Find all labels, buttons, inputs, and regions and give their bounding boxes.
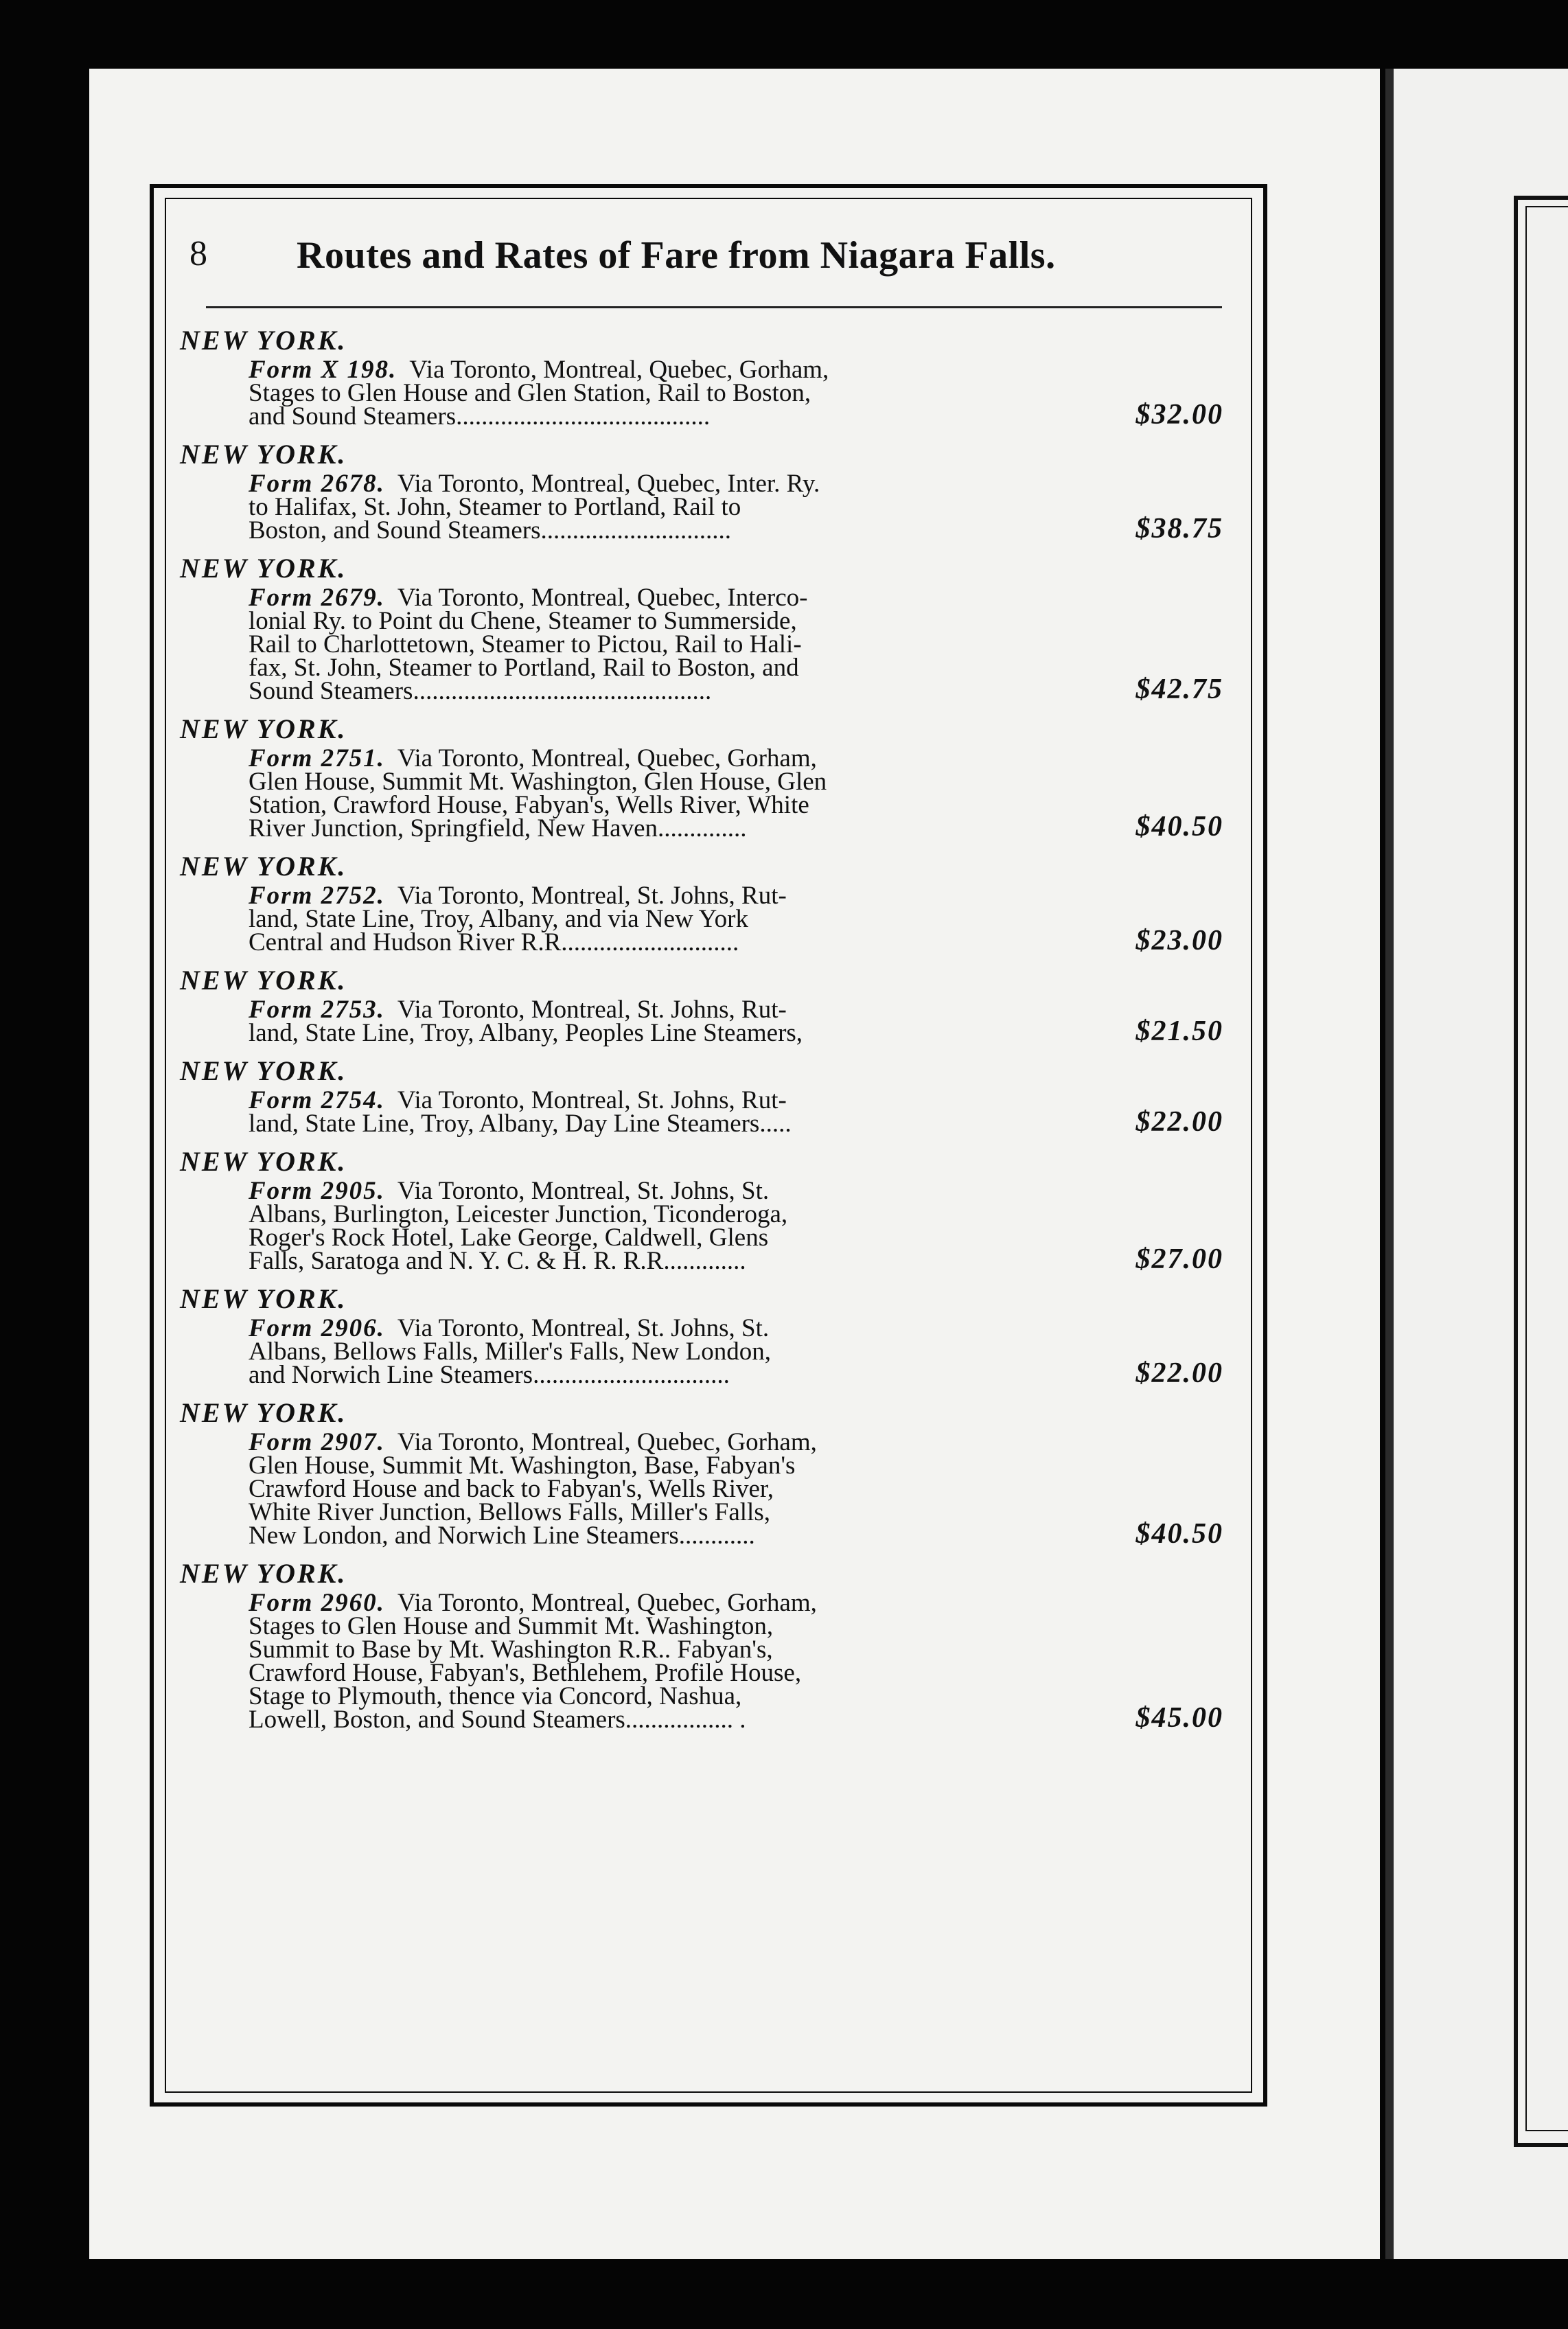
form-number: Form 2907.: [249, 1428, 385, 1456]
destination-heading: NEW YORK.: [180, 1146, 347, 1177]
form-number: Form 2679.: [249, 584, 385, 612]
route-line: Via Toronto, Montreal, St. Johns, Rut-: [397, 996, 787, 1024]
route-list: [180, 323, 1223, 1740]
route-line: Glen House, Summit Mt. Washington, Glen House, Glen: [249, 768, 827, 796]
route-entry: [180, 551, 1223, 703]
form-number: Form 2754.: [249, 1086, 385, 1114]
page-gutter: [1385, 69, 1394, 2259]
route-line: White River Junction, Bellows Falls, Miller's Falls,: [249, 1498, 770, 1526]
route-description: [249, 472, 1110, 542]
route-line: New London, and Norwich Line Steamers............: [249, 1522, 755, 1550]
fare-price: $21.50: [1135, 1016, 1223, 1047]
route-line: Rail to Charlottetown, Steamer to Pictou, Rail to Hali-: [249, 630, 802, 658]
fare-price: $40.50: [1135, 1518, 1223, 1550]
route-description: [249, 586, 1110, 703]
fare-price: $27.00: [1135, 1243, 1223, 1275]
route-line: land, State Line, Troy, Albany, Day Line Steamers.....: [249, 1110, 792, 1138]
route-line: Via Toronto, Montreal, Quebec, Gorham,: [397, 1589, 817, 1617]
route-line: Crawford House and back to Fabyan's, Wells River,: [249, 1475, 774, 1503]
route-line: Via Toronto, Montreal, St. Johns, Rut-: [397, 1086, 787, 1114]
route-line: and Sound Steamers........................................: [249, 402, 711, 431]
route-line: fax, St. John, Steamer to Portland, Rail to Boston, and: [249, 654, 799, 682]
route-line: Glen House, Summit Mt. Washington, Base, Fabyan's: [249, 1452, 796, 1480]
form-number: Form X 198.: [249, 356, 397, 384]
route-entry: [180, 1556, 1223, 1732]
fare-price: $42.75: [1135, 674, 1223, 705]
route-line: to Halifax, St. John, Steamer to Portland, Rail to: [249, 493, 741, 521]
route-description: [249, 884, 1110, 954]
fare-price: $22.00: [1135, 1357, 1223, 1389]
route-line: Station, Crawford House, Fabyan's, Wells River, White: [249, 791, 809, 819]
route-line: Falls, Saratoga and N. Y. C. & H. R. R.R.............: [249, 1247, 746, 1275]
route-line: Via Toronto, Montreal, St. Johns, Rut-: [397, 882, 787, 910]
route-description: [249, 1589, 1110, 1734]
route-line: Via Toronto, Montreal, Quebec, Interco-: [397, 584, 808, 612]
route-line: Central and Hudson River R.R............................: [249, 928, 739, 956]
route-line: Via Toronto, Montreal, St. Johns, St.: [397, 1314, 770, 1342]
route-line: Albans, Burlington, Leicester Junction, Ticonderoga,: [249, 1200, 788, 1228]
route-line: Sound Steamers...............................................: [249, 677, 712, 705]
fare-price: $40.50: [1135, 811, 1223, 842]
destination-heading: NEW YORK.: [180, 965, 347, 996]
form-number: Form 2960.: [249, 1589, 385, 1617]
form-number: Form 2905.: [249, 1177, 385, 1205]
route-entry: [180, 323, 1223, 431]
fare-price: $32.00: [1135, 399, 1223, 431]
route-description: [249, 356, 1110, 431]
route-line: Via Toronto, Montreal, Quebec, Gorham,: [397, 1428, 817, 1456]
route-description: [249, 1086, 1110, 1138]
route-line: Lowell, Boston, and Sound Steamers................. .: [249, 1706, 746, 1734]
fare-price: $45.00: [1135, 1702, 1223, 1734]
destination-heading: NEW YORK.: [180, 439, 347, 470]
route-line: Via Toronto, Montreal, Quebec, Inter. Ry.: [397, 470, 820, 498]
destination-heading: NEW YORK.: [180, 1397, 347, 1428]
route-entry: [180, 1281, 1223, 1387]
form-number: Form 2751.: [249, 744, 385, 772]
right-page-frame-inner: [1525, 206, 1568, 2131]
form-number: Form 2753.: [249, 996, 385, 1024]
fare-price: $22.00: [1135, 1106, 1223, 1138]
route-line: and Norwich Line Steamers...............................: [249, 1361, 730, 1389]
form-number: Form 2678.: [249, 470, 385, 498]
destination-heading: NEW YORK.: [180, 1055, 347, 1086]
route-line: Stages to Glen House and Summit Mt. Washington,: [249, 1612, 774, 1640]
page-title: Routes and Rates of Fare from Niagara Falls.: [297, 234, 1056, 277]
destination-heading: NEW YORK.: [180, 1558, 347, 1589]
route-entry: [180, 963, 1223, 1045]
destination-heading: NEW YORK.: [180, 1283, 347, 1314]
route-line: land, State Line, Troy, Albany, and via New York: [249, 905, 748, 933]
fare-price: $38.75: [1135, 513, 1223, 544]
form-number: Form 2906.: [249, 1314, 385, 1342]
destination-heading: NEW YORK.: [180, 851, 347, 882]
page-number: 8: [189, 234, 207, 273]
route-description: [249, 744, 1110, 842]
route-line: Stages to Glen House and Glen Station, Rail to Boston,: [249, 379, 811, 407]
route-line: Via Toronto, Montreal, St. Johns, St.: [397, 1177, 770, 1205]
route-entry: [180, 1144, 1223, 1273]
route-line: Via Toronto, Montreal, Quebec, Gorham,: [397, 744, 817, 772]
route-line: Albans, Bellows Falls, Miller's Falls, New London,: [249, 1338, 772, 1366]
fare-price: $23.00: [1135, 925, 1223, 956]
destination-heading: NEW YORK.: [180, 325, 347, 356]
route-entry: [180, 1053, 1223, 1136]
route-line: Crawford House, Fabyan's, Bethlehem, Profile House,: [249, 1659, 802, 1687]
header-divider: [206, 306, 1222, 308]
route-line: Stage to Plymouth, thence via Concord, Nashua,: [249, 1682, 742, 1710]
route-description: [249, 998, 1110, 1045]
route-line: Boston, and Sound Steamers..............................: [249, 516, 731, 544]
route-line: Roger's Rock Hotel, Lake George, Caldwell, Glens: [249, 1224, 769, 1252]
route-entry: [180, 849, 1223, 954]
route-entry: [180, 1395, 1223, 1548]
route-entry: [180, 437, 1223, 542]
route-description: [249, 1428, 1110, 1550]
route-description: [249, 1314, 1110, 1389]
route-line: land, State Line, Troy, Albany, Peoples Line Steamers,: [249, 1019, 803, 1047]
route-line: lonial Ry. to Point du Chene, Steamer to Summerside,: [249, 607, 797, 635]
route-line: River Junction, Springfield, New Haven..............: [249, 814, 747, 842]
form-number: Form 2752.: [249, 882, 385, 910]
destination-heading: NEW YORK.: [180, 713, 347, 744]
route-entry: [180, 711, 1223, 840]
route-description: [249, 1177, 1110, 1275]
destination-heading: NEW YORK.: [180, 553, 347, 584]
route-line: Via Toronto, Montreal, Quebec, Gorham,: [409, 356, 829, 384]
route-line: Summit to Base by Mt. Washington R.R.. Fabyan's,: [249, 1636, 773, 1664]
